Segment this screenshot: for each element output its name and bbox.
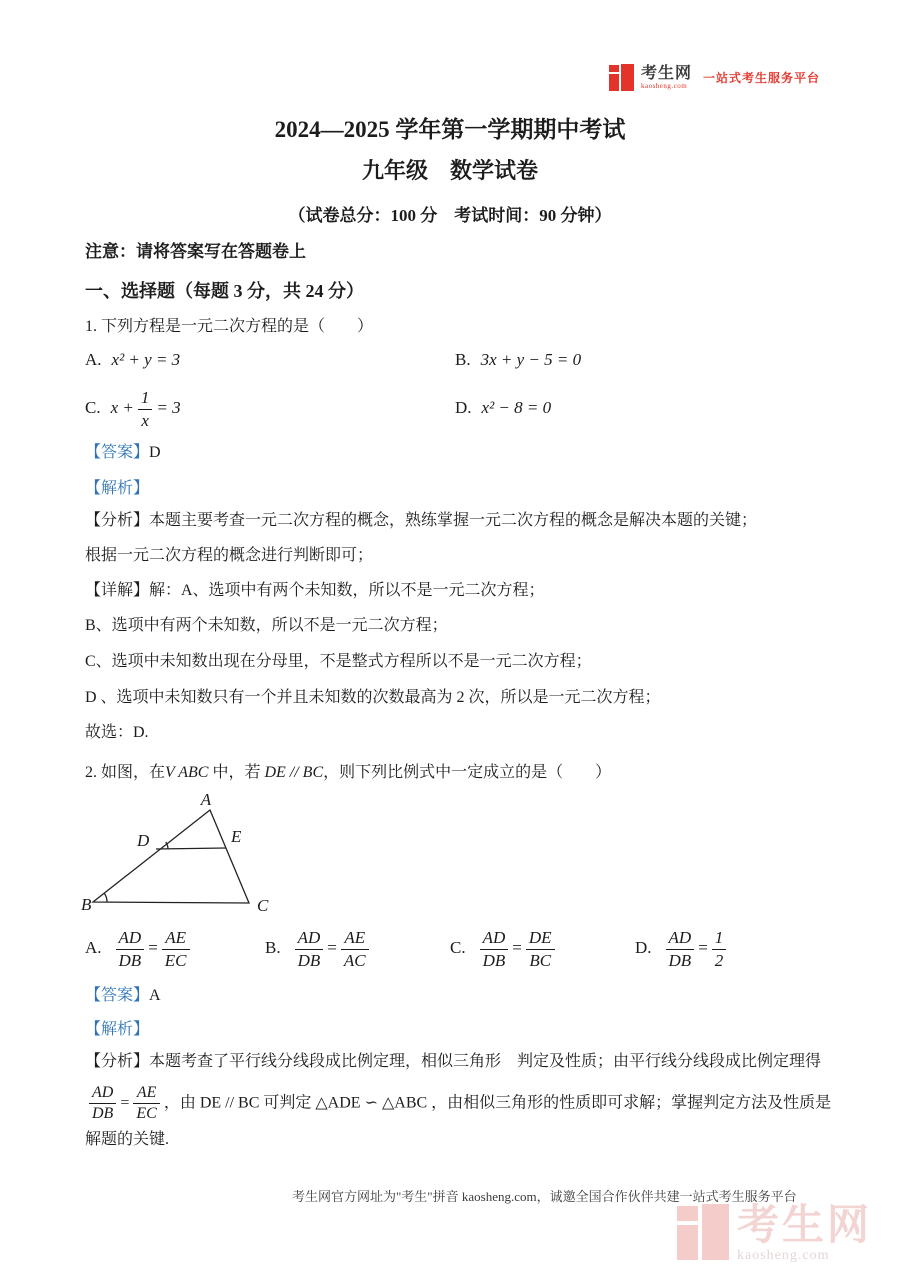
fraction-numerator: AE (341, 928, 369, 950)
equals-sign: = (327, 937, 337, 957)
q2-analysis-continuation: ，由 DE // BC 可判定 △ADE ∽ △ABC ，由相似三角形的性质即可求解；掌握判定方法及性质是解题的关键. (85, 1094, 832, 1148)
q2-analysis-paragraph (85, 1084, 835, 1156)
triangle-outline (93, 810, 249, 903)
kaosheng-logo (609, 64, 820, 91)
fraction (341, 928, 369, 970)
equals-sign: = (698, 937, 708, 957)
fraction-denominator: BC (529, 950, 552, 970)
fraction-numerator: AE (162, 928, 190, 950)
q2-option-a-label: A. (85, 937, 102, 957)
q1-option-a (85, 350, 180, 370)
logo-name: 考生网 (640, 64, 692, 82)
fraction-denominator: 2 (714, 950, 724, 970)
fraction (89, 1084, 116, 1124)
q2-option-c (450, 928, 559, 970)
equals-sign: = (120, 1094, 130, 1112)
segment-de (156, 848, 226, 849)
q1-detail-line: C、选项中未知数出现在分母里，不是整式方程所以不是一元二次方程； (85, 653, 592, 670)
fraction-denominator: AC (343, 950, 366, 970)
exam-meta: （试卷总分：100 分 考试时间：90 分钟） (288, 206, 612, 225)
kaosheng-logo-icon (609, 64, 634, 91)
exam-subtitle: 九年级 数学试卷 (361, 158, 538, 183)
q1-option-d-label: D. (455, 398, 472, 417)
vertex-label-e: E (231, 827, 242, 846)
q1-option-c-pre: x + (110, 397, 134, 417)
q1-stem: 1. 下列方程是一元二次方程的是（ ） (85, 318, 374, 335)
fraction-numerator: AD (666, 928, 695, 950)
fraction-numerator: 1 (138, 388, 153, 410)
fraction-denominator: DB (482, 950, 506, 970)
fraction (138, 388, 153, 430)
vertex-label-b: B (81, 895, 92, 914)
fraction-numerator: DE (526, 928, 555, 950)
q1-option-c-post: = 3 (156, 397, 181, 417)
fraction-numerator: AD (116, 928, 145, 950)
answer-label: 【答案】 (85, 444, 150, 461)
vertex-label-d: D (137, 831, 150, 850)
fraction-denominator: DB (118, 950, 142, 970)
fraction (712, 928, 727, 970)
q1-option-b-label: B. (455, 350, 471, 369)
q1-analysis-line: 【分析】本题主要考查一元二次方程的概念，熟练掌握一元二次方程的概念是解决本题的关键； (85, 512, 758, 529)
equals-sign: = (512, 937, 522, 957)
q2-stem (85, 759, 611, 782)
angle-mark-b (104, 893, 107, 902)
watermark (677, 1204, 872, 1264)
fraction (295, 928, 324, 970)
vertex-label-a: A (200, 792, 212, 809)
q1-detail-line: D 、选项中未知数只有一个并且未知数的次数最高为 2 次，所以是一元二次方程； (85, 689, 661, 706)
fraction-numerator: AD (295, 928, 324, 950)
q1-option-b-formula: 3x + y − 5 = 0 (480, 350, 582, 369)
q1-option-c (85, 388, 181, 430)
logo-tagline: 一站式考生服务平台 (702, 71, 820, 85)
q1-option-b (455, 350, 581, 370)
answer-label: 【答案】 (85, 987, 150, 1004)
q2-option-c-label: C. (450, 937, 466, 957)
q1-analysis-line: 根据一元二次方程的概念进行判断即可； (85, 547, 374, 564)
section-title: 一、选择题（每题 3 分，共 24 分） (85, 281, 364, 301)
footer-text: 考生网官方网址为"考生"拼音 kaosheng.com，诚邀全国合作伙伴共建一站式考生服务平台 (292, 1189, 797, 1204)
q2-stem-text: 中，若 (208, 764, 265, 781)
q1-option-c-label: C. (85, 397, 101, 417)
q1-answer-row (85, 439, 161, 462)
q2-option-d (635, 928, 730, 970)
vertex-label-c: C (257, 896, 269, 915)
q1-detail-line: B、选项中有两个未知数，所以不是一元二次方程； (85, 617, 448, 634)
q2-analysis-label: 【解析】 (85, 1021, 150, 1038)
fraction (526, 928, 555, 970)
q1-option-d (455, 398, 551, 418)
q2-option-a (85, 928, 194, 970)
fraction-denominator: EC (164, 950, 187, 970)
fraction (162, 928, 190, 970)
fraction-denominator: EC (136, 1105, 157, 1123)
fraction (116, 928, 145, 970)
fraction-numerator: AD (89, 1084, 116, 1104)
fraction (666, 928, 695, 970)
q1-option-a-formula: x² + y = 3 (111, 350, 181, 369)
q2-stem-math-parallel: DE // BC (264, 764, 324, 781)
fraction (133, 1084, 159, 1124)
q2-stem-math-triangle: V ABC (165, 764, 209, 781)
q2-answer-value: A (149, 987, 161, 1004)
q2-answer-row (85, 982, 161, 1005)
equals-sign: = (148, 937, 158, 957)
logo-domain: kaosheng.com (640, 81, 688, 90)
q1-option-a-label: A. (85, 350, 102, 369)
fraction-numerator: AE (133, 1084, 159, 1104)
q1-detail-line: 【详解】解：A、选项中有两个未知数，所以不是一元二次方程； (85, 582, 545, 599)
fraction-numerator: 1 (712, 928, 727, 950)
q2-stem-text: 2. 如图，在 (85, 764, 166, 781)
q2-analysis-line: 【分析】本题考查了平行线分线段成比例定理，相似三角形 判定及性质；由平行线分线段成比例定理得 (85, 1053, 822, 1070)
q1-answer-value: D (149, 444, 161, 461)
fraction-numerator: AD (480, 928, 509, 950)
q1-option-d-formula: x² − 8 = 0 (481, 398, 552, 417)
q2-stem-text: ，则下列比例式中一定成立的是（ ） (323, 764, 612, 781)
q2-option-d-label: D. (635, 937, 652, 957)
notice: 注意：请将答案写在答题卷上 (85, 242, 306, 261)
fraction (480, 928, 509, 970)
fraction-denominator: x (141, 410, 149, 430)
exam-title: 2024—2025 学年第一学期期中考试 (274, 117, 626, 142)
fraction-denominator: DB (297, 950, 321, 970)
q2-option-b-label: B. (265, 937, 281, 957)
q2-option-b (265, 928, 373, 970)
triangle-figure (73, 792, 343, 922)
fraction-denominator: DB (668, 950, 692, 970)
kaosheng-watermark-icon (677, 1204, 729, 1260)
q1-conclusion: 故选：D. (85, 724, 149, 741)
watermark-name: 考生网 (736, 1203, 872, 1249)
fraction-denominator: DB (92, 1105, 114, 1123)
watermark-domain: kaosheng.com (736, 1248, 830, 1264)
q1-analysis-label: 【解析】 (85, 480, 150, 497)
